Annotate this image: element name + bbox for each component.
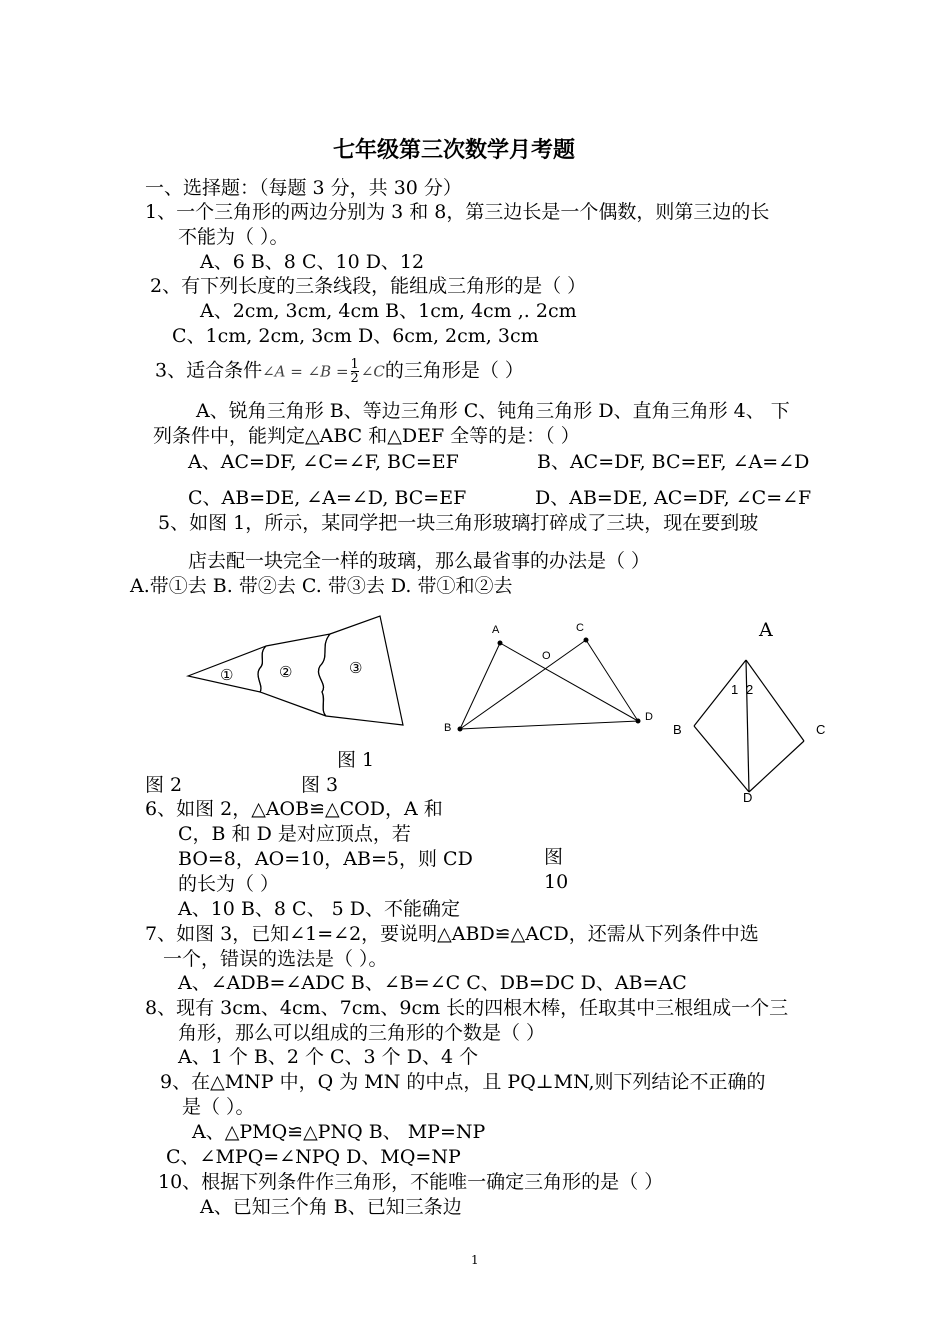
fig3-point-b: B	[673, 722, 682, 737]
q9-options-cd: C、∠MPQ=∠NPQ D、MQ=NP	[166, 1146, 461, 1168]
q7-options: A、∠ADB=∠ADC B、∠B=∠C C、DB=DC D、AB=AC	[178, 972, 687, 994]
q3-frac-num: 1	[350, 357, 359, 372]
fig10-caption-b: 10	[544, 871, 569, 893]
q9-line1: 9、在△MNP 中，Q 为 MN 的中点，且 PQ⊥MN,则下列结论不正确的	[160, 1071, 766, 1093]
q10-line1: 10、根据下列条件作三角形，不能唯一确定三角形的是（ ）	[158, 1171, 664, 1193]
q3-formula-b: ∠C	[360, 362, 385, 381]
q6-line3: BO=8，AO=10，AB=5，则 CD	[178, 848, 473, 870]
q4-line1: 列条件中，能判定△ABC 和△DEF 全等的是：（ ）	[153, 425, 580, 447]
fig3-angle-2: 2	[746, 682, 754, 697]
q4-option-d: D、AB=DE, AC=DF, ∠C=∠F	[535, 487, 812, 509]
fig2-point-b: B	[444, 722, 452, 734]
q3-options: A、锐角三角形 B、等边三角形 C、钝角三角形 D、直角三角形 4、 下	[196, 400, 790, 422]
q4-option-b: B、AC=DF, BC=EF, ∠A=∠D	[537, 451, 810, 473]
q5-line1: 5、如图 1，所示，某同学把一块三角形玻璃打碎成了三块，现在要到玻	[158, 512, 759, 534]
page-number: 1	[471, 1253, 479, 1267]
q8-line1: 8、现有 3cm、4cm、7cm、9cm 长的四根木棒，任取其中三根组成一个三	[145, 997, 789, 1019]
piece-label-3: ③	[349, 659, 363, 677]
q2-line1: 2、有下列长度的三条线段，能组成三角形的是（ ）	[150, 275, 587, 297]
q7-line1: 7、如图 3，已知∠1=∠2，要说明△ABD≌△ACD，还需从下列条件中选	[145, 923, 759, 945]
fig2-point-c: C	[576, 622, 584, 634]
q8-line2: 角形，那么可以组成的三角形的个数是（ ）	[178, 1022, 546, 1044]
fig1-caption: 图 1	[337, 749, 375, 771]
q6-line2: C，B 和 D 是对应顶点，若	[178, 823, 411, 845]
q1-line2: 不能为（ ）。	[178, 226, 289, 248]
fig2-point-o: O	[542, 650, 551, 662]
q3-fraction	[351, 358, 359, 385]
fig3-point-d: D	[743, 790, 753, 805]
q10-options: A、已知三个角 B、已知三条边	[200, 1196, 462, 1218]
q7-line2: 一个，错误的选法是（ ）。	[163, 948, 388, 970]
fig2-point-d: D	[645, 711, 653, 723]
q5-options: A.带①去 B. 带②去 C. 带③去 D. 带①和②去	[130, 575, 513, 597]
q6-line1: 6、如图 2，△AOB≌△COD，A 和	[145, 798, 443, 820]
q1-options: A、6 B、8 C、10 D、12	[200, 251, 425, 273]
fig10-caption-a: 图	[544, 846, 564, 868]
q3-suffix: 的三角形是（ ）	[384, 359, 524, 382]
q2-options-ab: A、2cm, 3cm, 4cm B、1cm, 4cm ,. 2cm	[200, 300, 577, 322]
q4-option-c: C、AB=DE, ∠A=∠D, BC=EF	[188, 487, 467, 509]
q2-options-cd: C、1cm, 2cm, 3cm D、6cm, 2cm, 3cm	[172, 325, 539, 347]
q1-line1: 1、一个三角形的两边分别为 3 和 8，第三边长是一个偶数，则第三边的长	[145, 201, 770, 223]
figure-2-triangles	[440, 625, 670, 745]
q6-options: A、10 B、8 C、 5 D、不能确定	[178, 898, 460, 920]
q6-line4: 的长为（ ）	[178, 873, 280, 895]
q3-formula-a: ∠A = ∠B =	[262, 362, 349, 381]
section-heading: 一、选择题：（每题 3 分，共 30 分）	[145, 177, 462, 199]
q3-prefix: 3、适合条件	[155, 359, 263, 382]
figure-1-broken-glass	[180, 612, 415, 730]
q4-option-a: A、AC=DF, ∠C=∠F, BC=EF	[188, 451, 459, 473]
fig2-caption: 图 2	[145, 774, 183, 796]
fig3-point-c: C	[816, 722, 826, 737]
q3-line	[155, 358, 524, 385]
page-title: 七年级第三次数学月考题	[333, 137, 576, 163]
figure-3-kite	[680, 650, 820, 800]
fig3-angle-1: 1	[731, 682, 739, 697]
fig2-point-a: A	[492, 624, 500, 636]
piece-label-2: ②	[279, 663, 293, 681]
piece-label-1: ①	[220, 666, 234, 684]
q8-options: A、1 个 B、2 个 C、3 个 D、4 个	[178, 1046, 479, 1068]
q5-line2: 店去配一块完全一样的玻璃，那么最省事的办法是（ ）	[188, 550, 651, 572]
q3-frac-den: 2	[350, 371, 359, 386]
q9-options-ab: A、△PMQ≌△PNQ B、 MP=NP	[192, 1121, 486, 1143]
fig3-caption: 图 3	[301, 774, 339, 796]
q9-line2: 是（ ）。	[182, 1096, 255, 1118]
fig3-point-a: A	[759, 619, 773, 641]
